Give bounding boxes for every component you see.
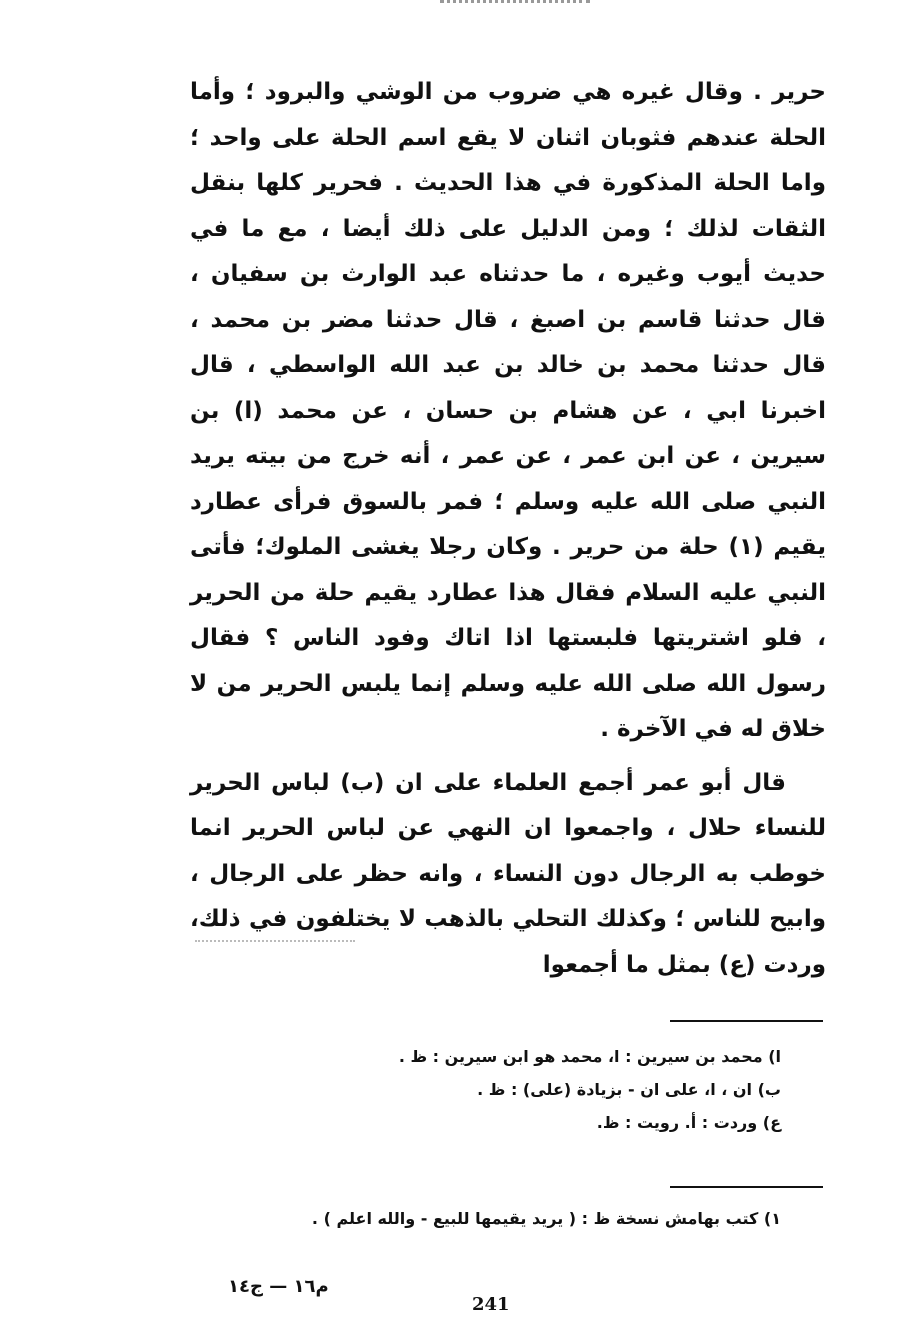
main-text	[190, 70, 826, 988]
footnote: ۱) كتب بهامش نسخة ظ : ( يريد يقيمها للبيع - والله اعلم ) .	[311, 1209, 781, 1228]
faint-divider	[195, 940, 355, 944]
footnote: ع) وردت : أ. رويت : ظ.	[596, 1113, 781, 1132]
footnote-separator	[670, 1186, 823, 1188]
paragraph: حرير . وقال غيره هي ضروب من الوشي والبرود ؛ وأما الحلة عندهم فثوبان اثنان لا يقع اسم الحلة على واحد ؛ واما الحلة المذكورة في هذا الحديث . فحرير كلها بنقل الثقات لذلك ؛ ومن الدليل على ذلك أيضا ، مع ما في حديث أيوب وغيره ، ما حدثناه عبد الوارث بن سفيان ، قال حدثنا قاسم بن اصبغ ، قال حدثنا مضر بن محمد ، قال حدثنا محمد بن خالد بن عبد الله الواسطي ، قال اخبرنا ابي ، عن هشام بن حسان ، عن محمد (ا) بن سيرين ، عن ابن عمر ، عن عمر ، أنه خرج من بيته يريد النبي صلى الله عليه وسلم ؛ فمر بالسوق فرأى عطارد يقيم (۱) حلة من حرير . وكان رجلا يغشى الملوك؛ فأتى النبي عليه السلام فقال هذا عطارد يقيم حلة من الحرير ، فلو اشتريتها فلبستها اذا اتاك وفود الناس ؟ فقال رسول الله صلى الله عليه وسلم إنما يلبس الحرير من لا خلاق له في الآخرة .	[190, 79, 826, 742]
signature-mark: م١٦ — ج١٤	[228, 1276, 329, 1297]
variant-footnotes	[221, 1040, 781, 1139]
footnote: ب) ان ، ا، على ان - بزيادة (على) : ظ .	[477, 1080, 781, 1099]
paragraph: قال أبو عمر أجمع العلماء على ان (ب) لباس الحرير للنساء حلال ، واجمعوا ان النهي عن لباس الحرير انما خوطب به الرجال دون النساء ، وانه حظر على الرجال ، وابيح للناس ؛ وكذلك التحلي بالذهب لا يختلفون في ذلك، وردت (ع) بمثل ما أجمعوا	[190, 769, 826, 978]
footnote-separator	[670, 1020, 823, 1022]
author-footnotes	[221, 1202, 781, 1235]
footnote: ا) محمد بن سيرين : ا، محمد هو ابن سيرين : ظ .	[398, 1047, 781, 1066]
header-mark	[440, 0, 590, 7]
page-number: 241	[472, 1294, 510, 1315]
